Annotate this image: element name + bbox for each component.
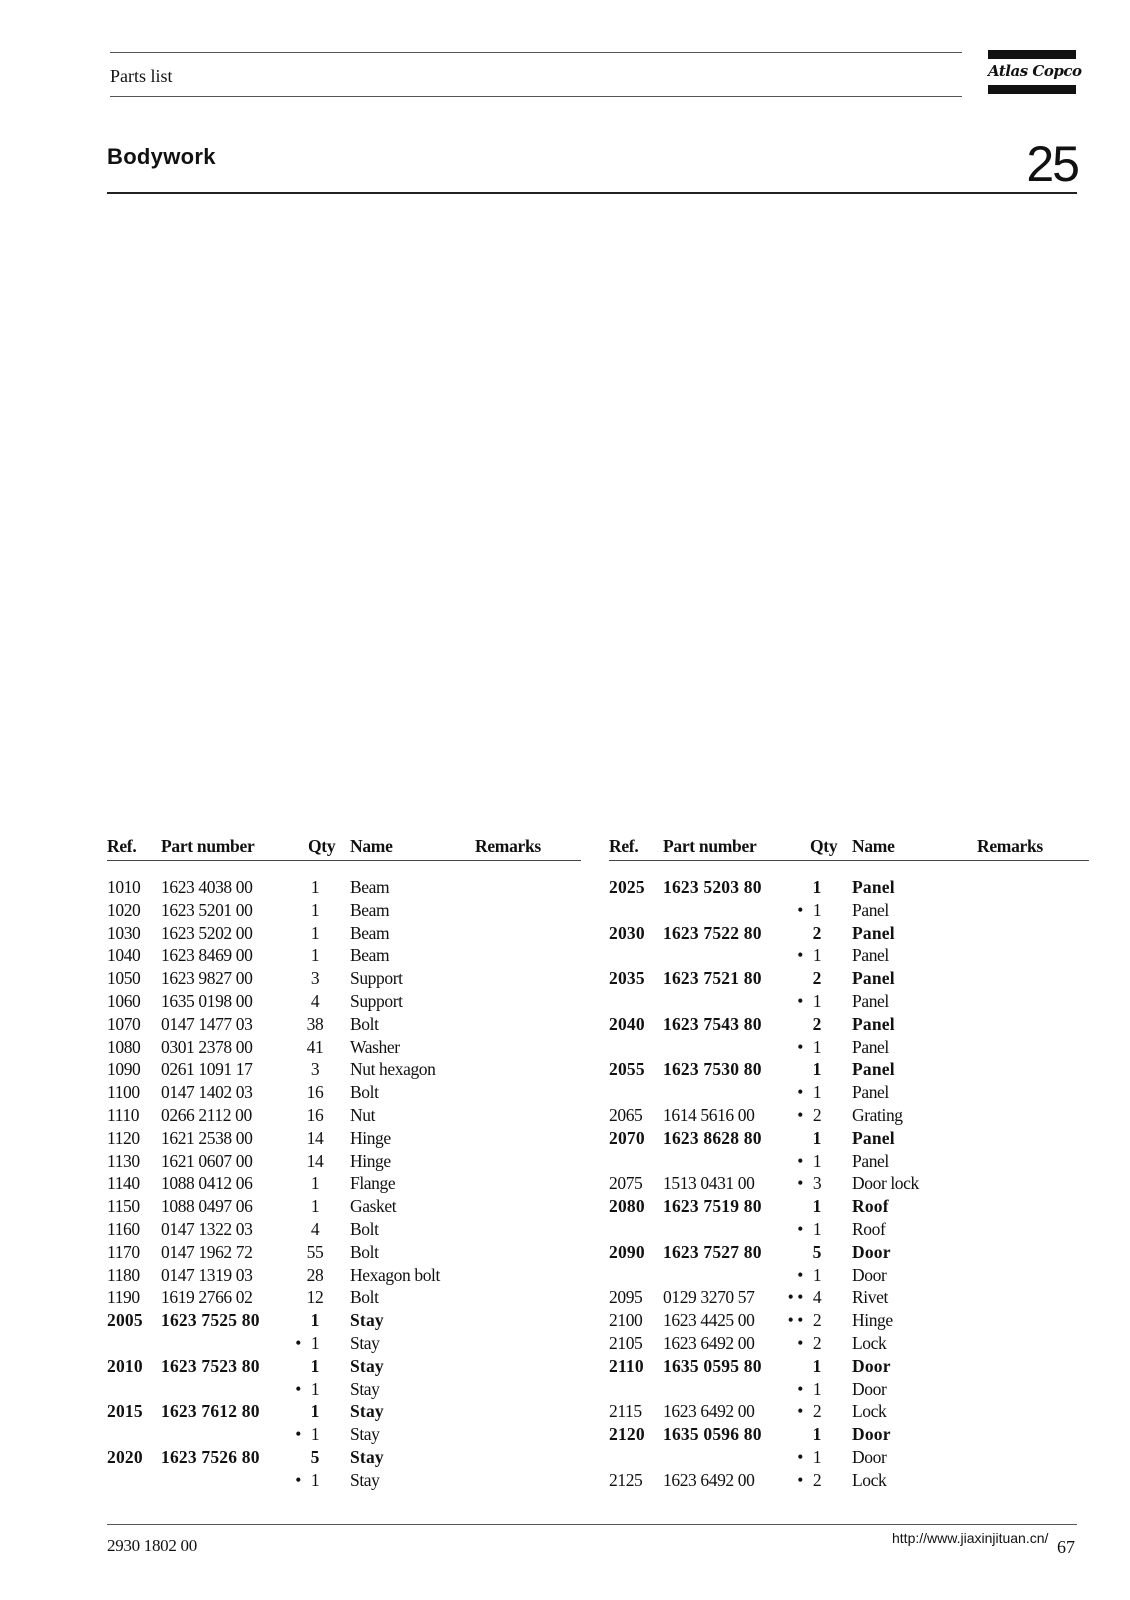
parts-table-left — [107, 836, 581, 1490]
cell-qty: 1 — [812, 1150, 822, 1171]
cell-ref: 2005 — [107, 1310, 143, 1331]
cell-name: Nut — [350, 1104, 376, 1125]
parts-table-right — [609, 836, 1089, 1490]
table-header — [609, 836, 1089, 860]
cell-ref: 1040 — [107, 945, 141, 966]
cell-ref: 2075 — [609, 1173, 643, 1194]
cell-ref: 1070 — [107, 1013, 141, 1034]
cell-name: Stay — [350, 1332, 380, 1353]
cell-level-bullets: • — [797, 899, 803, 920]
cell-part-number: 1623 5202 00 — [161, 922, 253, 943]
cell-level-bullets: • — [797, 1218, 803, 1239]
cell-name: Grating — [852, 1104, 903, 1125]
cell-name: Stay — [350, 1378, 380, 1399]
cell-name: Panel — [852, 922, 895, 943]
cell-level-bullets: • — [797, 990, 803, 1011]
cell-level-bullets: • — [797, 1173, 803, 1194]
cell-name: Panel — [852, 990, 889, 1011]
cell-ref: 1060 — [107, 990, 141, 1011]
cell-name: Door — [852, 1446, 887, 1467]
cell-name: Door — [852, 1241, 891, 1262]
cell-name: Bolt — [350, 1013, 379, 1034]
cell-ref: 1150 — [107, 1196, 140, 1217]
cell-qty: 1 — [310, 945, 320, 966]
cell-ref: 1170 — [107, 1241, 140, 1262]
cell-ref: 1140 — [107, 1173, 140, 1194]
cell-qty: 14 — [306, 1127, 324, 1148]
cell-part-number: 1635 0595 80 — [663, 1355, 762, 1376]
cell-qty: 1 — [310, 1310, 320, 1331]
cell-qty: 2 — [812, 1332, 822, 1353]
cell-ref: 2095 — [609, 1287, 643, 1308]
cell-name: Stay — [350, 1446, 384, 1467]
cell-qty: 1 — [310, 899, 320, 920]
cell-ref: 2125 — [609, 1469, 643, 1490]
cell-qty: 3 — [812, 1173, 822, 1194]
cell-level-bullets: • — [797, 1150, 803, 1171]
column-header-name: Name — [852, 836, 895, 856]
cell-ref: 2035 — [609, 968, 645, 989]
cell-part-number: 1635 0596 80 — [663, 1424, 762, 1445]
cell-qty: 1 — [812, 1355, 822, 1376]
cell-part-number: 1623 7522 80 — [663, 922, 762, 943]
cell-qty: 4 — [310, 990, 320, 1011]
cell-qty: 1 — [310, 1401, 320, 1422]
cell-qty: 1 — [812, 1127, 822, 1148]
cell-ref: 1050 — [107, 968, 141, 989]
cell-qty: 1 — [812, 990, 822, 1011]
cell-level-bullets: • — [797, 1264, 803, 1285]
cell-ref: 1030 — [107, 922, 141, 943]
cell-level-bullets: • — [797, 1036, 803, 1057]
logo-top-bar — [988, 50, 1076, 59]
column-header-ref: Ref. — [609, 836, 639, 856]
cell-ref: 1190 — [107, 1287, 140, 1308]
cell-qty: 2 — [812, 1104, 822, 1125]
cell-name: Lock — [852, 1469, 887, 1490]
cell-qty: 2 — [812, 968, 822, 989]
cell-part-number: 1623 4425 00 — [663, 1310, 755, 1331]
cell-level-bullets: • — [295, 1424, 301, 1445]
cell-ref: 1110 — [107, 1104, 140, 1125]
cell-ref: 2090 — [609, 1241, 645, 1262]
column-header-ref: Ref. — [107, 836, 137, 856]
cell-ref: 1080 — [107, 1036, 141, 1057]
column-header-part-number: Part number — [161, 836, 255, 856]
cell-name: Bolt — [350, 1082, 379, 1103]
cell-name: Panel — [852, 1082, 889, 1103]
cell-ref: 1130 — [107, 1150, 140, 1171]
cell-name: Hinge — [852, 1310, 893, 1331]
cell-part-number: 1614 5616 00 — [663, 1104, 755, 1125]
cell-part-number: 1623 5203 80 — [663, 877, 762, 897]
cell-qty: 2 — [812, 1401, 822, 1422]
cell-qty: 3 — [310, 1059, 320, 1080]
cell-qty: 2 — [812, 922, 822, 943]
cell-ref: 2020 — [107, 1446, 143, 1467]
cell-qty: 1 — [310, 1196, 320, 1217]
cell-qty: 16 — [306, 1104, 324, 1125]
cell-name: Stay — [350, 1310, 384, 1331]
cell-qty: 1 — [812, 1036, 822, 1057]
cell-qty: 1 — [310, 922, 320, 943]
cell-part-number: 1623 7543 80 — [663, 1013, 762, 1034]
cell-ref: 2055 — [609, 1059, 645, 1080]
cell-part-number: 1623 8628 80 — [663, 1127, 762, 1148]
cell-level-bullets: • — [797, 1378, 803, 1399]
cell-qty: 1 — [812, 1059, 822, 1080]
section-title: Bodywork — [107, 144, 216, 169]
cell-qty: 2 — [812, 1469, 822, 1490]
column-header-part-number: Part number — [663, 836, 757, 856]
cell-name: Hexagon bolt — [350, 1264, 440, 1285]
column-header-remarks: Remarks — [475, 836, 541, 856]
cell-ref: 2080 — [609, 1196, 645, 1217]
cell-ref: 2040 — [609, 1013, 645, 1034]
cell-name: Support — [350, 968, 403, 989]
cell-qty: 2 — [812, 1310, 822, 1331]
cell-name: Flange — [350, 1173, 396, 1194]
cell-part-number: 1623 7523 80 — [161, 1355, 260, 1376]
cell-name: Bolt — [350, 1218, 379, 1239]
document-number: 2930 1802 00 — [107, 1536, 197, 1555]
cell-ref: 2025 — [609, 877, 645, 897]
cell-part-number: 1623 7525 80 — [161, 1310, 260, 1331]
cell-level-bullets: • — [797, 1104, 803, 1125]
cell-qty: 14 — [306, 1150, 324, 1171]
cell-part-number: 0301 2378 00 — [161, 1036, 253, 1057]
cell-qty: 41 — [306, 1036, 324, 1057]
cell-qty: 1 — [310, 1355, 320, 1376]
cell-level-bullets: • — [797, 1082, 803, 1103]
footer-rule — [107, 1524, 1077, 1525]
cell-qty: 1 — [812, 1424, 822, 1445]
cell-qty: 1 — [310, 1332, 320, 1353]
header-top-rule — [110, 52, 962, 53]
cell-part-number: 1623 6492 00 — [663, 1401, 755, 1422]
cell-name: Washer — [350, 1036, 400, 1057]
cell-qty: 1 — [310, 1378, 320, 1399]
column-header-qty: Qty — [810, 836, 838, 856]
cell-level-bullets: • — [295, 1469, 301, 1490]
cell-qty: 1 — [310, 877, 320, 897]
cell-ref: 2115 — [609, 1401, 642, 1422]
cell-qty: 1 — [812, 1082, 822, 1103]
cell-part-number: 1623 9827 00 — [161, 968, 253, 989]
cell-qty: 1 — [812, 1218, 822, 1239]
cell-name: Bolt — [350, 1287, 379, 1308]
cell-part-number: 1623 6492 00 — [663, 1469, 755, 1490]
cell-name: Beam — [350, 945, 390, 966]
cell-qty: 1 — [812, 877, 822, 897]
cell-name: Stay — [350, 1355, 384, 1376]
cell-name: Gasket — [350, 1196, 397, 1217]
cell-part-number: 1623 6492 00 — [663, 1332, 755, 1353]
cell-qty: 1 — [812, 945, 822, 966]
cell-qty: 16 — [306, 1082, 324, 1103]
cell-name: Beam — [350, 922, 390, 943]
cell-ref: 1010 — [107, 877, 141, 897]
cell-part-number: 1088 0497 06 — [161, 1196, 253, 1217]
cell-name: Nut hexagon — [350, 1059, 436, 1080]
cell-name: Stay — [350, 1424, 380, 1445]
cell-part-number: 0261 1091 17 — [161, 1059, 253, 1080]
cell-part-number: 1623 7530 80 — [663, 1059, 762, 1080]
cell-name: Panel — [852, 945, 889, 966]
cell-qty: 5 — [310, 1446, 320, 1467]
cell-name: Panel — [852, 899, 889, 920]
cell-qty: 4 — [812, 1287, 822, 1308]
cell-level-bullets: • — [797, 1401, 803, 1422]
cell-level-bullets: • • — [787, 1287, 803, 1308]
cell-name: Hinge — [350, 1150, 391, 1171]
cell-ref: 2065 — [609, 1104, 643, 1125]
cell-name: Support — [350, 990, 403, 1011]
column-header-remarks: Remarks — [977, 836, 1043, 856]
cell-part-number: 1623 4038 00 — [161, 877, 253, 897]
cell-name: Lock — [852, 1401, 887, 1422]
atlas-copco-logo — [988, 50, 1082, 94]
cell-name: Lock — [852, 1332, 887, 1353]
cell-ref: 2110 — [609, 1355, 644, 1376]
cell-part-number: 0147 1402 03 — [161, 1082, 253, 1103]
cell-level-bullets: • — [797, 945, 803, 966]
cell-part-number: 1623 7612 80 — [161, 1401, 260, 1422]
cell-ref: 1120 — [107, 1127, 140, 1148]
cell-part-number: 1621 2538 00 — [161, 1127, 253, 1148]
cell-ref: 2070 — [609, 1127, 645, 1148]
table-header-rule — [609, 860, 1089, 861]
column-header-qty: Qty — [308, 836, 336, 856]
cell-ref: 2105 — [609, 1332, 643, 1353]
section-number: 25 — [1026, 136, 1078, 192]
cell-name: Bolt — [350, 1241, 379, 1262]
cell-qty: 1 — [812, 899, 822, 920]
cell-qty: 1 — [812, 1264, 822, 1285]
cell-qty: 12 — [306, 1287, 324, 1308]
cell-name: Door — [852, 1424, 891, 1445]
cell-part-number: 0129 3270 57 — [663, 1287, 755, 1308]
cell-qty: 1 — [310, 1424, 320, 1445]
cell-ref: 2015 — [107, 1401, 143, 1422]
cell-name: Roof — [852, 1196, 889, 1217]
footer-url: http://www.jiaxinjituan.cn/ — [892, 1530, 1049, 1546]
cell-part-number: 1621 0607 00 — [161, 1150, 253, 1171]
cell-name: Panel — [852, 877, 895, 897]
cell-name: Panel — [852, 1036, 889, 1057]
cell-level-bullets: • • — [787, 1310, 803, 1331]
cell-part-number: 0147 1962 72 — [161, 1241, 253, 1262]
cell-ref: 1160 — [107, 1218, 140, 1239]
cell-qty: 1 — [812, 1196, 822, 1217]
cell-level-bullets: • — [295, 1332, 301, 1353]
cell-name: Panel — [852, 1150, 889, 1171]
cell-qty: 3 — [310, 968, 320, 989]
cell-ref: 2030 — [609, 922, 645, 943]
cell-name: Door lock — [852, 1173, 919, 1194]
cell-qty: 2 — [812, 1013, 822, 1034]
cell-name: Door — [852, 1378, 887, 1399]
cell-part-number: 0147 1322 03 — [161, 1218, 253, 1239]
cell-name: Door — [852, 1264, 887, 1285]
cell-part-number: 1088 0412 06 — [161, 1173, 253, 1194]
cell-qty: 1 — [812, 1446, 822, 1467]
cell-qty: 1 — [310, 1173, 320, 1194]
cell-qty: 4 — [310, 1218, 320, 1239]
cell-part-number: 1619 2766 02 — [161, 1287, 253, 1308]
cell-level-bullets: • — [797, 1332, 803, 1353]
cell-name: Hinge — [350, 1127, 391, 1148]
cell-part-number: 1513 0431 00 — [663, 1173, 755, 1194]
table-header-rule — [107, 860, 581, 861]
cell-qty: 5 — [812, 1241, 822, 1262]
cell-name: Panel — [852, 1059, 895, 1080]
cell-name: Beam — [350, 877, 390, 897]
cell-level-bullets: • — [797, 1446, 803, 1467]
cell-qty: 1 — [812, 1378, 822, 1399]
cell-part-number: 0266 2112 00 — [161, 1104, 252, 1125]
cell-level-bullets: • — [295, 1378, 301, 1399]
section-rule — [107, 192, 1077, 194]
cell-ref: 1180 — [107, 1264, 140, 1285]
column-header-name: Name — [350, 836, 393, 856]
cell-part-number: 0147 1319 03 — [161, 1264, 253, 1285]
cell-ref: 1020 — [107, 899, 141, 920]
header-label: Parts list — [110, 66, 173, 86]
cell-name: Panel — [852, 968, 895, 989]
cell-name: Stay — [350, 1469, 380, 1490]
cell-part-number: 1623 7527 80 — [663, 1241, 762, 1262]
cell-ref: 1090 — [107, 1059, 141, 1080]
cell-part-number: 1623 7526 80 — [161, 1446, 260, 1467]
cell-ref: 2100 — [609, 1310, 643, 1331]
cell-part-number: 1623 7521 80 — [663, 968, 762, 989]
cell-qty: 55 — [306, 1241, 324, 1262]
logo-bottom-bar — [988, 85, 1076, 94]
cell-ref: 2120 — [609, 1424, 645, 1445]
cell-name: Panel — [852, 1127, 895, 1148]
cell-part-number: 1623 7519 80 — [663, 1196, 762, 1217]
cell-name: Door — [852, 1355, 891, 1376]
cell-ref: 2010 — [107, 1355, 143, 1376]
cell-name: Roof — [852, 1218, 886, 1239]
page-number: 67 — [1057, 1537, 1075, 1557]
logo-text: Atlas Copco — [988, 62, 1082, 80]
cell-level-bullets: • — [797, 1469, 803, 1490]
table-header — [107, 836, 581, 860]
cell-qty: 38 — [306, 1013, 324, 1034]
header-bottom-rule — [110, 96, 962, 97]
cell-name: Beam — [350, 899, 390, 920]
cell-qty: 1 — [310, 1469, 320, 1490]
cell-part-number: 1635 0198 00 — [161, 990, 253, 1011]
cell-ref: 1100 — [107, 1082, 140, 1103]
cell-part-number: 1623 5201 00 — [161, 899, 253, 920]
cell-qty: 28 — [306, 1264, 324, 1285]
cell-part-number: 0147 1477 03 — [161, 1013, 253, 1034]
cell-part-number: 1623 8469 00 — [161, 945, 253, 966]
cell-name: Stay — [350, 1401, 384, 1422]
cell-name: Panel — [852, 1013, 895, 1034]
cell-name: Rivet — [852, 1287, 888, 1308]
